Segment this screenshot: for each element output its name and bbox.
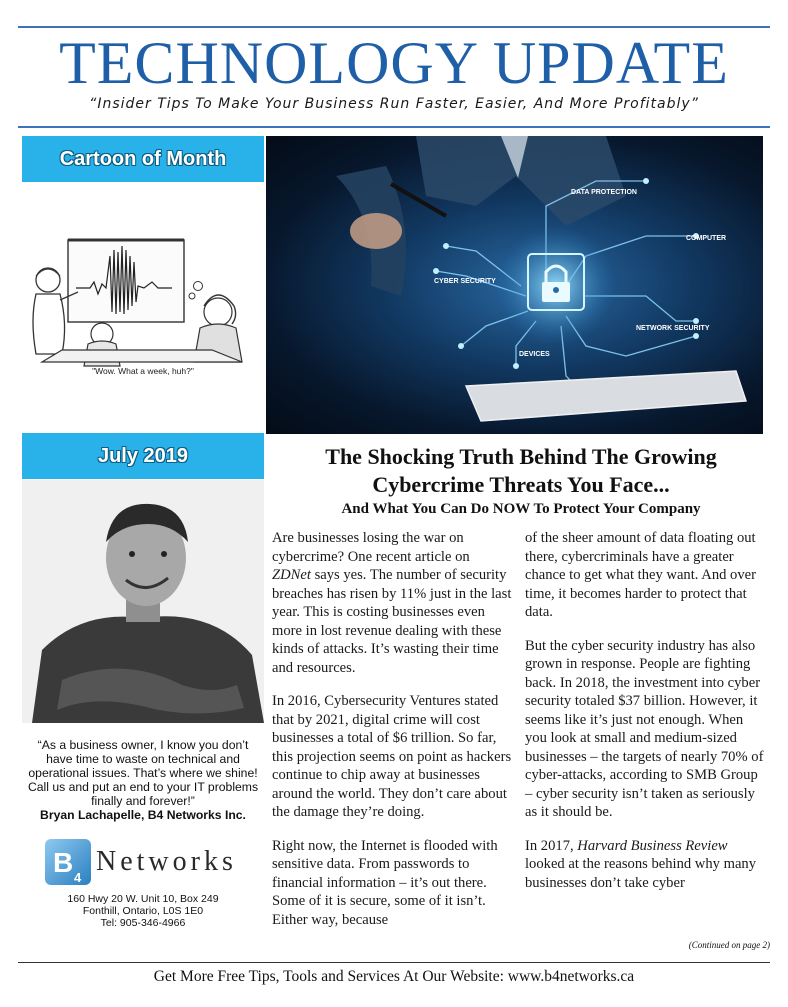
- month-heading: July 2019: [22, 433, 264, 479]
- paragraph: In 2016, Cybersecurity Ventures stated that by 2021, digital crime will cost businesses a total of $6 trillion. So far, this projection seems on point as hackers continue to chip away at businesses around the world. They don’t care about the damage they’re doing.: [272, 693, 512, 820]
- address-line: 160 Hwy 20 W. Unit 10, Box 249: [67, 893, 219, 905]
- article-subhead: And What You Can Do NOW To Protect Your Company: [341, 501, 701, 517]
- cartoon-image: [22, 216, 264, 384]
- logo-letter: B: [53, 847, 74, 878]
- company-address: [22, 893, 264, 929]
- testimonial-quote: “As a business owner, I know you don’t have time to waste on technical and operational issues. That’s where we shine! Call us and put an end to your IT problems finally and forever!”: [27, 738, 259, 808]
- publication-name: Harvard Business Review: [577, 837, 728, 854]
- paragraph: Right now, the Internet is flooded with sensitive data. From passwords to financial information – it’s out there. Some of it is secure, some of it isn’t. Either way, because: [272, 837, 498, 928]
- article-column-1: [272, 529, 512, 944]
- footer-website-text: Get More Free Tips, Tools and Services At Our Website: www.b4networks.ca: [153, 968, 635, 985]
- masthead-bottom-rule: [18, 126, 770, 128]
- phone-line: Tel: 905-346-4966: [100, 917, 186, 929]
- continued-note: (Continued on page 2): [688, 940, 770, 950]
- cartoon-caption: "Wow. What a week, huh?": [92, 366, 194, 376]
- testimonial-author: Bryan Lachapelle, B4 Networks Inc.: [40, 808, 246, 822]
- footer-rule: [18, 962, 770, 963]
- b4-networks-logo: [44, 838, 244, 888]
- publication-name: ZDNet: [272, 567, 311, 583]
- cyber-security-hero-image: [266, 136, 763, 434]
- newsletter-tagline: “Insider Tips To Make Your Business Run Faster, Easier, And More Profitably”: [89, 96, 699, 112]
- newsletter-title: TECHNOLOGY UPDATE: [59, 30, 729, 96]
- article-headline: [272, 443, 770, 499]
- label-network-security: NETWORK SECURITY: [636, 325, 710, 332]
- label-data-protection: DATA PROTECTION: [571, 189, 637, 196]
- author-photo: [22, 480, 264, 723]
- paragraph: In 2017, Harvard Business Review looked at the reasons behind why many businesses don’t take cyber: [525, 837, 757, 891]
- article-column-2: [525, 529, 765, 907]
- headline-line: Cybercrime Threats You Face...: [372, 472, 670, 497]
- cartoon-heading: Cartoon of Month: [22, 136, 264, 182]
- label-computer: COMPUTER: [686, 235, 727, 242]
- headline-line: The Shocking Truth Behind The Growing: [325, 444, 717, 469]
- paragraph: of the sheer amount of data floating out there, cybercriminals have a greater chance to get what they want. And over time, it becomes harder to protect that data.: [525, 530, 756, 620]
- address-line: Fonthill, Ontario, L0S 1E0: [82, 905, 204, 917]
- paragraph: Are businesses losing the war on cybercrime? One recent article on ZDNet says yes. The number of security breaches has risen by 11% just in the last year. This is costing businesses even more in lost revenue dealing with these kinds of attacks. It’s wasting their time and resources.: [272, 530, 512, 676]
- label-devices: DEVICES: [519, 351, 550, 358]
- label-cyber-security: CYBER SECURITY: [434, 278, 496, 285]
- logo-digit: 4: [74, 870, 82, 885]
- masthead-top-rule: [18, 26, 770, 28]
- paragraph: But the cyber security industry has also grown in response. People are fighting back. In 2018, the investment into cyber security totaled $37 billion. However, it seems like it’s just not enough. When you look at small and medium-sized businesses – the targets of nearly 70% of cyber-attacks, according to SMB Group – cyber security isn’t taken as seriously as it should be.: [525, 637, 764, 820]
- logo-wordmark: Networks: [96, 846, 237, 877]
